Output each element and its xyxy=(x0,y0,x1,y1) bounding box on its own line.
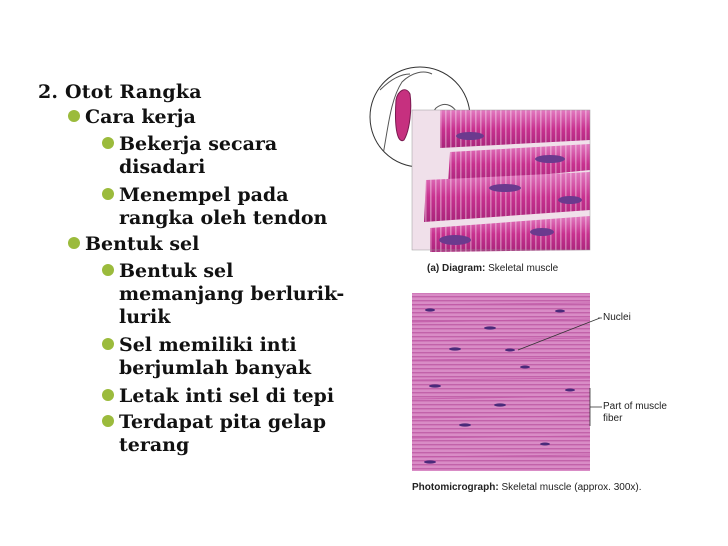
slide-heading: 2. Otot Rangka xyxy=(38,81,202,103)
nucleus-icon xyxy=(530,228,554,236)
nucleus-icon xyxy=(456,132,484,140)
diagram-caption: (a) Diagram: Skeletal muscle xyxy=(427,263,559,274)
bullet-icon xyxy=(102,338,114,350)
nucleus-icon xyxy=(535,155,565,163)
bullet-icon xyxy=(102,188,114,200)
nuclei-label: Nuclei xyxy=(603,312,631,323)
bullet-bekerja-secara: Bekerja secara disadari xyxy=(102,133,372,179)
bullet-bentuk-sel-memanjang: Bentuk sel memanjang berlurik- lurik xyxy=(102,260,372,329)
bullet-sel-memiliki-inti: Sel memiliki inti berjumlah banyak xyxy=(102,334,372,380)
bullet-terdapat-pita: Terdapat pita gelap terang xyxy=(102,411,372,457)
bullet-icon xyxy=(102,415,114,427)
nucleus-icon xyxy=(439,235,471,245)
bullet-menempel-pada: Menempel pada rangka oleh tendon xyxy=(102,184,372,230)
nucleus-icon xyxy=(489,184,521,192)
photomicrograph-caption: Photomicrograph: Skeletal muscle (approx. 300x). xyxy=(412,482,642,493)
nucleus-icon xyxy=(558,196,582,204)
bullet-letak-inti: Letak inti sel di tepi xyxy=(102,385,372,408)
bullet-cara-kerja: Cara kerja xyxy=(68,106,196,129)
photomicrograph-image xyxy=(412,293,602,471)
bullet-icon xyxy=(102,264,114,276)
bullet-icon xyxy=(102,389,114,401)
bullet-icon xyxy=(68,237,80,249)
bullet-icon xyxy=(68,110,80,122)
bullet-icon xyxy=(102,137,114,149)
bullet-bentuk-sel: Bentuk sel xyxy=(68,233,199,256)
muscle-fibers-diagram xyxy=(412,110,590,252)
muscle-fiber-label: Part of muscle fiber xyxy=(603,401,667,424)
